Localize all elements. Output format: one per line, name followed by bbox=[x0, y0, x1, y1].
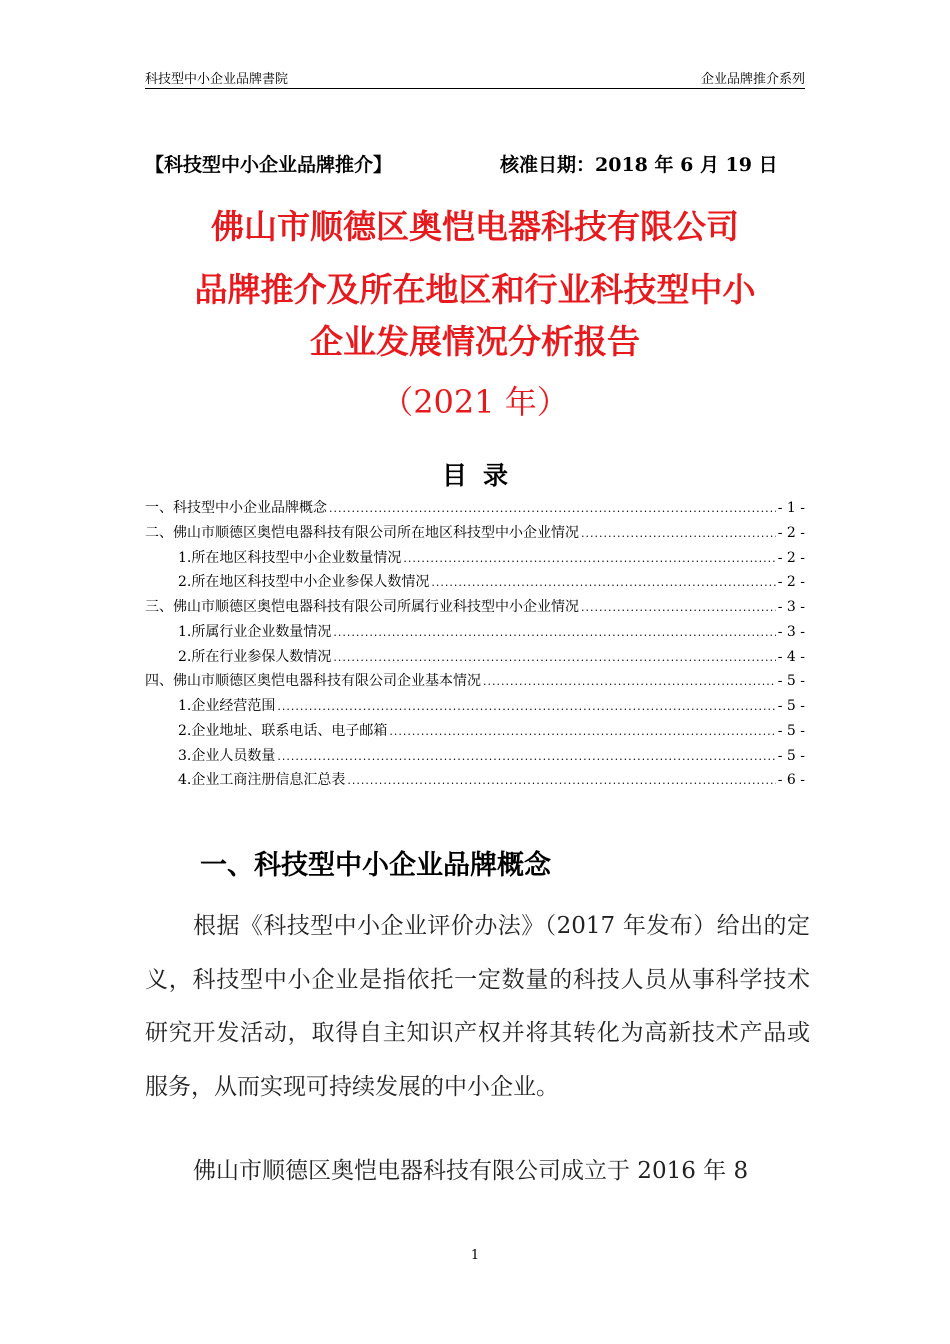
toc-item-label: 四、佛山市顺德区奥恺电器科技有限公司企业基本情况 bbox=[145, 673, 481, 690]
approval-date: 核准日期：2018 年 6 月 19 日 bbox=[500, 154, 778, 176]
toc-item-label: 2.企业地址、联系电话、电子邮箱 bbox=[178, 722, 388, 739]
toc-item-page: - 4 - bbox=[777, 648, 805, 665]
toc-item[interactable] bbox=[145, 720, 805, 745]
toc-item-label: 一、科技型中小企业品牌概念 bbox=[145, 500, 327, 516]
toc-item[interactable] bbox=[145, 571, 805, 596]
header-left-text: 科技型中小企业品牌書院 bbox=[145, 72, 289, 87]
report-year: （2021 年） bbox=[381, 383, 569, 421]
toc-heading: 目录 bbox=[441, 461, 524, 490]
toc-leader-dots bbox=[483, 675, 776, 688]
toc-item-label: 2.所在地区科技型中小企业参保人数情况 bbox=[178, 574, 430, 591]
brand-tag: 【科技型中小企业品牌推介】 bbox=[145, 154, 393, 176]
toc-item-label: 1.企业经营范围 bbox=[178, 698, 276, 714]
toc-leader-dots bbox=[581, 527, 776, 540]
toc-item[interactable] bbox=[145, 497, 805, 522]
toc-item-page: - 5 - bbox=[777, 722, 805, 739]
toc-item-page: - 3 - bbox=[777, 623, 805, 640]
toc-item-label: 二、佛山市顺德区奥恺电器科技有限公司所在地区科技型中小企业情况 bbox=[145, 524, 579, 541]
toc-leader-dots bbox=[389, 725, 775, 738]
toc-leader-dots bbox=[347, 774, 775, 787]
toc-item[interactable] bbox=[145, 596, 805, 621]
section-heading: 一、科技型中小企业品牌概念 bbox=[200, 850, 551, 881]
toc-item[interactable] bbox=[145, 522, 805, 547]
toc-item-label: 1.所属行业企业数量情况 bbox=[178, 623, 332, 640]
toc-item[interactable] bbox=[145, 547, 805, 572]
toc-leader-dots bbox=[329, 502, 776, 515]
page-header bbox=[145, 66, 805, 89]
page-number: 1 bbox=[470, 1248, 480, 1263]
toc-item-label: 三、佛山市顺德区奥恺电器科技有限公司所属行业科技型中小企业情况 bbox=[145, 599, 579, 615]
toc-item[interactable] bbox=[145, 670, 805, 695]
toc-item-label: 3.企业人员数量 bbox=[178, 747, 276, 764]
toc-item-page: - 2 - bbox=[777, 524, 805, 541]
toc-item[interactable] bbox=[145, 695, 805, 720]
toc-leader-dots bbox=[403, 552, 775, 565]
toc-item-page: - 2 - bbox=[777, 574, 805, 591]
report-title-line-1: 佛山市顺德区奥恺电器科技有限公司 bbox=[211, 207, 739, 246]
toc-item-page: - 3 - bbox=[777, 599, 805, 615]
toc-leader-dots bbox=[333, 626, 775, 639]
toc-item[interactable] bbox=[145, 646, 805, 671]
toc-leader-dots bbox=[277, 700, 775, 713]
toc-item[interactable] bbox=[145, 745, 805, 770]
meta-line bbox=[145, 150, 805, 178]
toc-item-label: 1.所在地区科技型中小企业数量情况 bbox=[178, 549, 402, 566]
body-paragraph-1: 根据《科技型中小企业评价办法》（2017 年发布）给出的定义，科技型中小企业是指依托一定数量的科技人员从事科学技术研究开发活动，取得自主知识产权并将其转化为高新技术产品或服务，从而实现可持续发展的中小企业。 bbox=[145, 913, 810, 1100]
table-of-contents bbox=[145, 497, 805, 794]
toc-item-page: - 5 - bbox=[777, 673, 805, 690]
toc-item-page: - 5 - bbox=[777, 747, 805, 764]
toc-item-page: - 5 - bbox=[777, 698, 805, 714]
toc-item[interactable] bbox=[145, 769, 805, 794]
header-right-text: 企业品牌推介系列 bbox=[700, 72, 805, 87]
toc-item-page: - 1 - bbox=[777, 500, 805, 516]
report-title-line-2: 品牌推介及所在地区和行业科技型中小 bbox=[194, 270, 756, 309]
toc-leader-dots bbox=[277, 750, 775, 763]
toc-item-label: 2.所在行业参保人数情况 bbox=[178, 648, 332, 665]
report-title-line-3: 企业发展情况分析报告 bbox=[310, 322, 640, 361]
body-paragraph-2: 佛山市顺德区奥恺电器科技有限公司成立于 2016 年 8 bbox=[193, 1158, 749, 1184]
toc-item-label: 4.企业工商注册信息汇总表 bbox=[178, 772, 346, 789]
toc-leader-dots bbox=[581, 601, 776, 614]
toc-item-page: - 6 - bbox=[777, 772, 805, 789]
toc-leader-dots bbox=[431, 576, 775, 589]
toc-leader-dots bbox=[333, 651, 775, 664]
toc-item-page: - 2 - bbox=[777, 549, 805, 566]
toc-item[interactable] bbox=[145, 621, 805, 646]
